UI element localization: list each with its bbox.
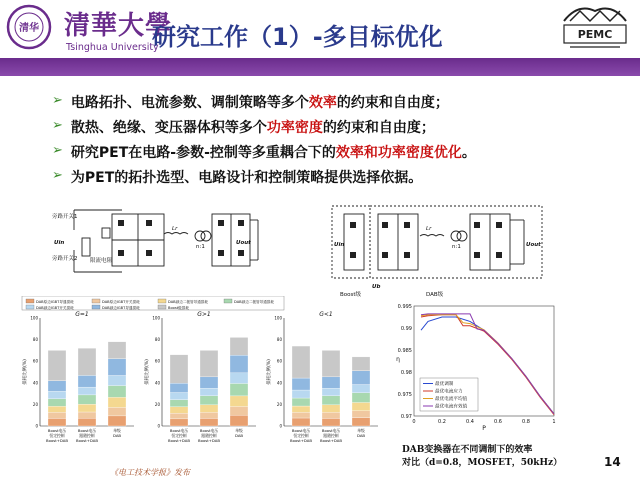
bullet-list: [52, 92, 622, 192]
bar-segment: [78, 418, 96, 426]
legend-swatch: [26, 299, 34, 303]
bar-segment: [352, 402, 370, 410]
x-tick-label: 0.8: [522, 419, 530, 425]
y-tick-label: 40: [276, 380, 282, 386]
bullet-item: ➢ 散热、绝缘、变压器体积等多个功率密度的约束和自由度；: [52, 118, 435, 136]
category-label: Boost电压: [291, 428, 311, 433]
legend-label: DAB原边IGBT开关损耗: [102, 300, 140, 304]
y-tick-label: 0.97: [400, 414, 412, 420]
panel-ylabel: 损耗比例(%): [145, 359, 150, 385]
bullet-item: ➢ 为PET的拓扑选型、电路设计和控制策略提供选择依据。: [52, 168, 423, 186]
bar-segment: [108, 386, 126, 398]
bar-segment: [352, 418, 370, 426]
svg-text:Lr: Lr: [426, 226, 432, 232]
category-label: 跟随控制: [323, 433, 339, 438]
category-label: 恒定控制: [171, 433, 187, 438]
svg-text:限流电阻: 限流电阻: [90, 258, 113, 264]
tsinghua-seal-icon: [6, 4, 52, 50]
y-tick-label: 0: [157, 423, 160, 429]
bar-segment: [78, 348, 96, 375]
y-tick-label: 60: [154, 358, 160, 364]
bar-segment: [230, 373, 248, 384]
slide-title: 研究工作（1）-多目标优化: [152, 23, 443, 51]
university-name-en: Tsinghua University: [66, 42, 159, 53]
category-label: 跟随控制: [201, 433, 217, 438]
bar-segment: [230, 415, 248, 426]
bar-segment: [230, 383, 248, 395]
bar-segment: [200, 377, 218, 388]
bar-segment: [322, 405, 340, 413]
circuit-left-diagram: [52, 200, 262, 280]
x-tick-label: 0: [412, 419, 416, 425]
bullet-arrow-icon: ➢: [52, 168, 63, 183]
legend-label: 最优电流平均值: [435, 397, 468, 402]
page-number: 14: [604, 455, 621, 469]
bar-segment: [230, 355, 248, 373]
y-tick-label: 40: [154, 380, 160, 386]
category-label: 单级: [357, 428, 365, 433]
pemc-logo-text: PEMC: [577, 28, 613, 41]
bar-segment: [170, 400, 188, 407]
bar-segment: [322, 396, 340, 405]
category-label: Boost电压: [199, 428, 219, 433]
bar-segment: [108, 342, 126, 359]
bar-segment: [230, 396, 248, 407]
category-label: Boost+DAB: [320, 438, 342, 443]
legend-swatch: [224, 299, 232, 303]
legend-label: 最优电流应力: [435, 389, 463, 395]
legend-label: 最优电流有效值: [435, 404, 468, 410]
x-tick-label: 0.2: [438, 419, 446, 425]
bar-segment: [292, 390, 310, 398]
svg-text:清华: 清华: [19, 23, 39, 34]
bar-segment: [78, 404, 96, 412]
bar-segment: [292, 406, 310, 412]
x-tick-label: 0.4: [466, 419, 474, 425]
y-tick-label: 20: [32, 401, 38, 407]
bar-segment: [200, 396, 218, 405]
efficiency-chart: [392, 298, 562, 436]
category-label: DAB: [234, 433, 244, 438]
category-label: 跟随控制: [79, 433, 95, 438]
slide-header: [0, 0, 640, 76]
bar-segment: [78, 395, 96, 404]
bar-segment: [352, 411, 370, 418]
y-tick-label: 0.98: [400, 370, 412, 376]
bar-segment: [230, 337, 248, 355]
panel-ylabel: 损耗比例(%): [267, 359, 272, 385]
bar-segment: [170, 383, 188, 392]
legend-label: DAB副边IGBT导通损耗: [102, 306, 140, 310]
category-label: Boost+DAB: [290, 438, 312, 443]
y-tick-label: 100: [152, 315, 160, 321]
y-tick-label: 60: [276, 358, 282, 364]
bar-segment: [322, 377, 340, 388]
svg-text:Uout: Uout: [236, 240, 251, 246]
category-label: Boost+DAB: [76, 438, 98, 443]
svg-text:n:1: n:1: [196, 244, 205, 250]
bar-segment: [48, 418, 66, 426]
bar-segment: [200, 388, 218, 396]
loss-breakdown-charts: [16, 296, 396, 456]
category-label: Boost+DAB: [168, 438, 190, 443]
category-label: Boost电压: [47, 428, 67, 433]
category-label: 恒定控制: [49, 433, 65, 438]
bullet-item: ➢ 研究PET在电路-参数-控制等多重耦合下的效率和功率密度优化。: [52, 143, 476, 161]
legend-swatch: [158, 305, 166, 309]
bar-segment: [322, 388, 340, 396]
bar-segment: [352, 385, 370, 393]
bar-segment: [108, 359, 126, 376]
y-tick-label: 0.995: [397, 304, 412, 310]
svg-text:n:1: n:1: [452, 244, 461, 250]
figure-caption: DAB变换器在不同调制下的效率 对比（d=0.8，MOSFET，50kHz）: [402, 445, 563, 468]
university-name-cn: 清華大學: [64, 11, 173, 41]
bar-segment: [170, 413, 188, 419]
legend-swatch: [92, 299, 100, 303]
bar-segment: [292, 378, 310, 390]
y-axis-label: η: [396, 356, 400, 363]
category-label: Boost电压: [169, 428, 189, 433]
y-tick-label: 60: [32, 358, 38, 364]
legend-swatch: [26, 305, 34, 309]
category-label: Boost+DAB: [46, 438, 68, 443]
category-label: DAB: [356, 433, 366, 438]
svg-text:Lr: Lr: [172, 226, 178, 232]
bar-segment: [108, 397, 126, 407]
legend-label: Boost级损耗: [168, 306, 189, 310]
svg-text:旁路开关1: 旁路开关1: [52, 214, 78, 220]
circuit-right-diagram: [330, 200, 545, 298]
legend-swatch: [158, 299, 166, 303]
bar-segment: [170, 419, 188, 426]
bar-segment: [292, 346, 310, 378]
bar-segment: [108, 416, 126, 426]
bar-segment: [78, 412, 96, 418]
svg-text:Uin: Uin: [334, 242, 345, 248]
y-tick-label: 0.985: [397, 348, 412, 354]
bar-segment: [78, 387, 96, 395]
y-tick-label: 0.975: [397, 392, 412, 398]
svg-text:Uout: Uout: [526, 242, 541, 248]
category-label: Boost电压: [321, 428, 341, 433]
bar-segment: [200, 350, 218, 376]
journal-footer: 《电工技术学报》发布: [110, 468, 190, 477]
y-tick-label: 80: [154, 337, 160, 343]
bar-segment: [322, 418, 340, 426]
y-tick-label: 100: [30, 315, 38, 321]
bar-segment: [322, 350, 340, 376]
svg-text:旁路开关2: 旁路开关2: [52, 256, 78, 262]
legend-label: DAB副边二极管导通损耗: [234, 300, 274, 304]
bullet-arrow-icon: ➢: [52, 143, 63, 158]
bar-segment: [170, 407, 188, 413]
category-label: Boost电压: [77, 428, 97, 433]
legend-label: DAB副边IGBT开关损耗: [36, 306, 74, 310]
pemc-logo-icon: [560, 3, 630, 55]
y-tick-label: 0: [279, 423, 282, 429]
bar-segment: [48, 406, 66, 412]
svg-text:Boost级: Boost级: [340, 292, 362, 298]
category-label: DAB: [112, 433, 122, 438]
svg-text:DAB级: DAB级: [426, 292, 444, 298]
legend-label: DAB原边IGBT导通损耗: [36, 300, 74, 304]
x-tick-label: 1: [552, 419, 556, 425]
bar-segment: [352, 371, 370, 385]
category-label: 单级: [113, 428, 121, 433]
category-label: 恒定控制: [293, 433, 309, 438]
bar-segment: [200, 418, 218, 426]
bar-segment: [48, 381, 66, 392]
bar-segment: [352, 393, 370, 403]
panel-title: G<1: [319, 311, 333, 318]
panel-title: G=1: [75, 311, 89, 318]
bar-segment: [292, 412, 310, 418]
bullet-item: ➢ 电路拓扑、电流参数、调制策略等多个效率的约束和自由度；: [52, 93, 449, 111]
bar-segment: [48, 412, 66, 418]
panel-ylabel: 损耗比例(%): [23, 359, 28, 385]
y-tick-label: 20: [154, 401, 160, 407]
category-label: 单级: [235, 428, 243, 433]
legend-swatch: [92, 305, 100, 309]
y-tick-label: 0.99: [400, 326, 412, 332]
panel-title: G>1: [197, 311, 211, 318]
bar-segment: [292, 418, 310, 426]
bar-segment: [200, 405, 218, 413]
bar-segment: [108, 407, 126, 415]
svg-text:Ub: Ub: [372, 284, 381, 290]
bar-segment: [48, 399, 66, 407]
svg-text:Uin: Uin: [54, 240, 65, 246]
bar-segment: [170, 355, 188, 384]
bullet-arrow-icon: ➢: [52, 93, 63, 108]
bar-segment: [78, 375, 96, 387]
y-tick-label: 20: [276, 401, 282, 407]
bullet-arrow-icon: ➢: [52, 118, 63, 133]
y-tick-label: 80: [32, 337, 38, 343]
bar-segment: [108, 375, 126, 385]
y-tick-label: 40: [32, 380, 38, 386]
bar-segment: [352, 357, 370, 371]
legend-label: DAB副边二极管导通损耗: [168, 300, 208, 304]
y-tick-label: 0: [35, 423, 38, 429]
bar-segment: [48, 391, 66, 399]
x-tick-label: 0.6: [494, 419, 502, 425]
bar-segment: [170, 392, 188, 399]
legend-label: 最优调制: [435, 382, 454, 387]
category-label: Boost+DAB: [198, 438, 220, 443]
y-tick-label: 80: [276, 337, 282, 343]
header-band: [0, 58, 640, 76]
x-axis-label: P: [482, 425, 486, 432]
bar-segment: [230, 407, 248, 416]
y-tick-label: 100: [274, 315, 282, 321]
bar-segment: [292, 398, 310, 406]
bar-segment: [48, 350, 66, 380]
bar-segment: [200, 412, 218, 418]
bar-segment: [322, 412, 340, 418]
